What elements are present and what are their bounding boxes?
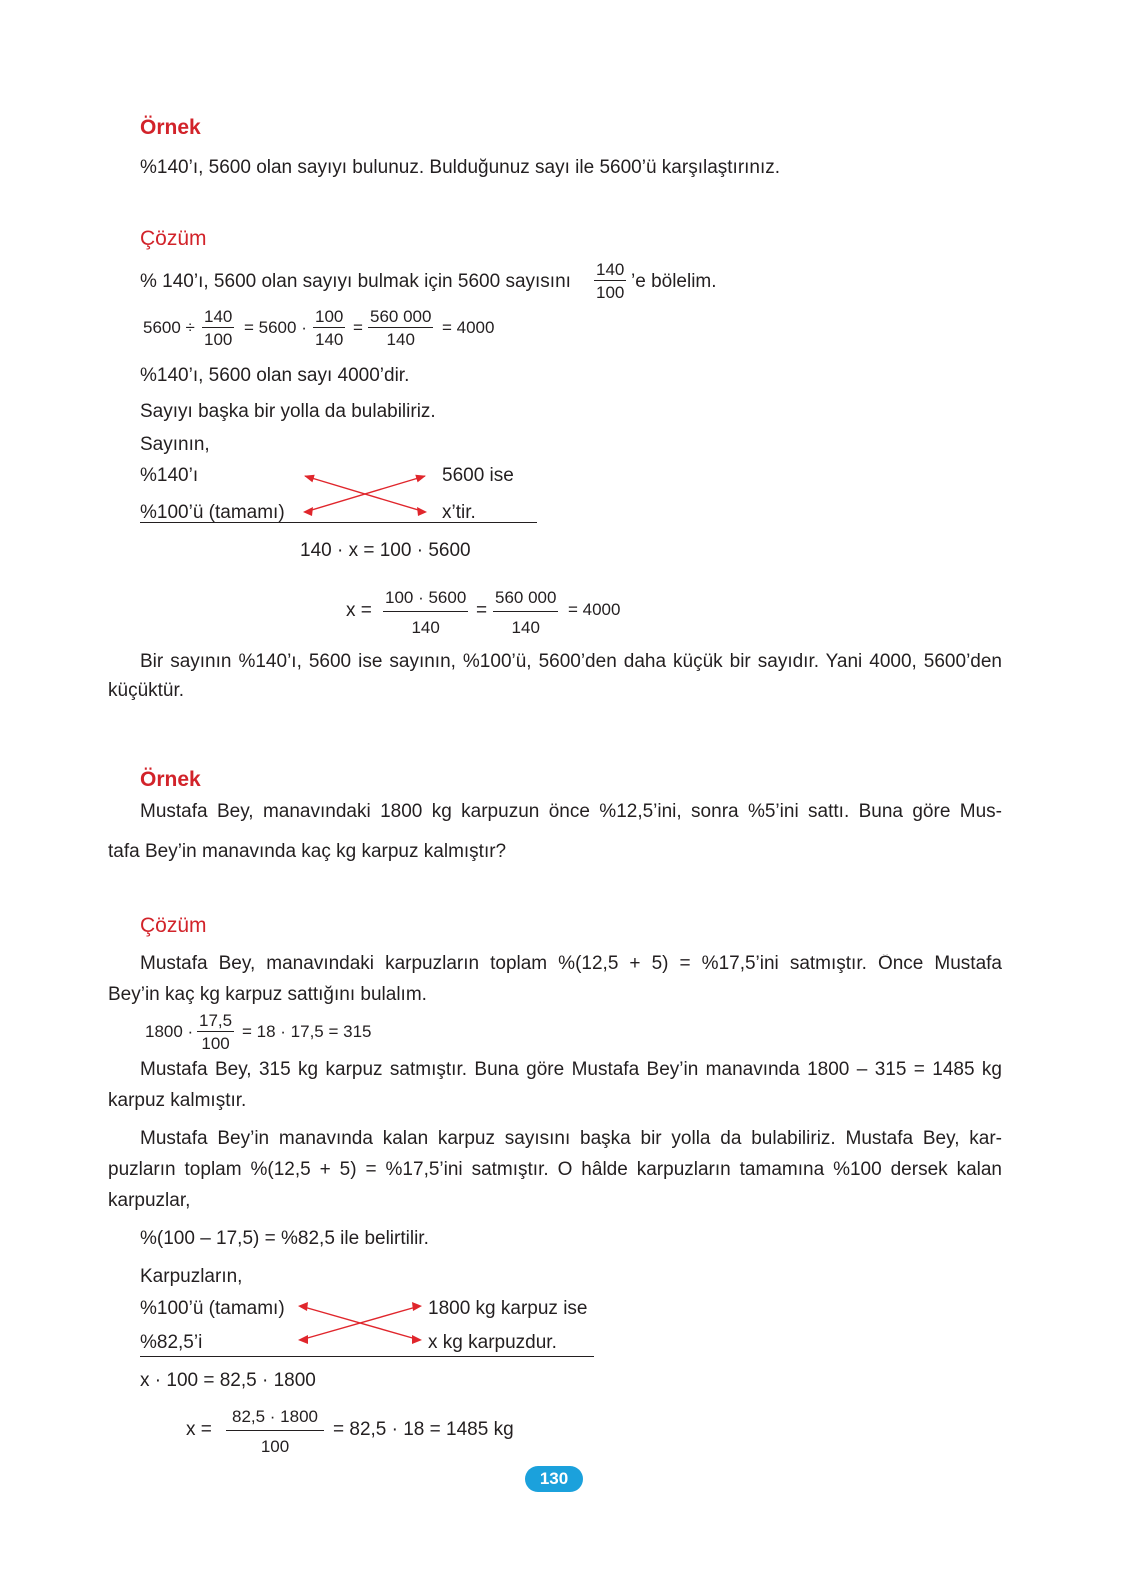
fraction-numerator: 17,5 (199, 1011, 233, 1030)
fraction-denominator: 140 (411, 618, 440, 637)
example1-sayinin: Sayının, (140, 434, 210, 455)
example2-question-line-1: Mustafa Bey, manavındaki 1800 kg karpuzun önce %12,5’ini, sonra %5’ini sattı. Buna göre Mus- (140, 802, 1002, 822)
example2-solution-heading: Çözüm (140, 914, 207, 937)
eq3-result: = 18 · 17,5 = 315 (242, 1022, 372, 1041)
example2-question-line-2: tafa Bey’in manavında kaç kg karpuz kalmıştır? (108, 841, 507, 862)
fraction-denominator: 100 (596, 283, 625, 302)
eq4-lead: x = (186, 1419, 212, 1440)
fraction-denominator: 140 (511, 618, 540, 637)
eq2-lead: x = (346, 600, 372, 621)
example2-alt-line-1: Mustafa Bey’in manavında kalan karpuz sayısını başka bir yolla da bulabiliriz. Mustafa Bey, kar- (140, 1129, 1002, 1149)
fraction-numerator: 140 (596, 260, 625, 279)
cross-arrows-2 (294, 1299, 426, 1347)
fraction-numerator: 140 (204, 307, 233, 326)
example2-heading: Örnek (140, 768, 201, 791)
prop2-underline (140, 1356, 594, 1357)
example2-cross-equation: x · 100 = 82,5 · 1800 (140, 1370, 316, 1391)
eq1-fraction-2 (313, 308, 345, 348)
eq2-result: = 4000 (568, 600, 621, 619)
eq4-fraction-1 (226, 1408, 324, 1455)
fraction-denominator: 140 (315, 330, 344, 349)
example1-intro-suffix: ’e bölelim. (631, 271, 717, 292)
prop1-underline (140, 522, 537, 523)
example1-result-line: %140’ı, 5600 olan sayı 4000’dir. (140, 365, 410, 386)
example2-remain-line: %(100 – 17,5) = %82,5 ile belirtilir. (140, 1228, 429, 1249)
fraction-numerator: 560 000 (493, 589, 558, 612)
prop1-right-bottom: x’tir. (442, 502, 476, 523)
eq3-fraction-1 (197, 1012, 234, 1052)
eq2-mid: = (476, 600, 488, 621)
prop2-right-top: 1800 kg karpuz ise (428, 1298, 588, 1319)
example1-solution-heading: Çözüm (140, 227, 207, 250)
example2-sold-line-1: Mustafa Bey, 315 kg karpuz satmıştır. Buna göre Mustafa Bey’in manavında 1800 – 315 = 1485 kg (140, 1060, 1002, 1080)
fraction-denominator: 100 (204, 330, 233, 349)
example1-intro-text: % 140’ı, 5600 olan sayıyı bulmak için 5600 sayısını (140, 271, 571, 292)
fraction-numerator: 100 (315, 307, 344, 326)
prop2-left-bottom: %82,5’i (140, 1332, 203, 1353)
eq1-mid-1: = 5600 · (244, 318, 307, 337)
example2-sold-line-2: karpuz kalmıştır. (108, 1090, 247, 1111)
fraction-denominator: 100 (201, 1034, 230, 1053)
cross-arrows-1 (295, 468, 435, 518)
example2-solution-line-1: Mustafa Bey, manavındaki karpuzların toplam %(12,5 + 5) = %17,5’ini satmıştır. Önce Mustafa (140, 954, 1002, 974)
prop1-left-top: %140’ı (140, 465, 199, 486)
intro-fraction (594, 261, 626, 301)
prop2-left-top: %100’ü (tamamı) (140, 1298, 285, 1319)
example2-alt-line-2: puzların toplam %(12,5 + 5) = %17,5’ini satmıştır. O hâlde karpuzların tamamına %100 dersek kalan (108, 1160, 1002, 1180)
eq1-result: = 4000 (442, 318, 495, 337)
eq1-lead: 5600 ÷ (143, 318, 195, 337)
eq2-fraction-2 (493, 589, 558, 636)
prop1-right-top: 5600 ise (442, 465, 514, 486)
eq1-fraction-1 (202, 308, 234, 348)
fraction-denominator: 140 (386, 330, 415, 349)
eq2-fraction-1 (383, 589, 468, 636)
eq3-lead: 1800 · (145, 1022, 194, 1041)
example1-other-way: Sayıyı başka bir yolla da bulabiliriz. (140, 401, 436, 422)
page-number-badge: 130 (525, 1466, 583, 1492)
example1-conclusion-line-2: küçüktür. (108, 680, 185, 701)
fraction-numerator: 560 000 (370, 307, 432, 326)
example2-solution-line-2: Bey’in kaç kg karpuz sattığını bulalım. (108, 984, 427, 1005)
eq4-result: = 82,5 · 18 = 1485 kg (333, 1419, 514, 1440)
example1-heading: Örnek (140, 116, 201, 139)
fraction-denominator: 100 (260, 1437, 290, 1456)
fraction-numerator: 100 · 5600 (383, 589, 468, 612)
example1-question: %140’ı, 5600 olan sayıyı bulunuz. Bulduğunuz sayı ile 5600’ü karşılaştırınız. (140, 157, 781, 178)
eq1-fraction-3 (368, 308, 433, 348)
prop2-right-bottom: x kg karpuzdur. (428, 1332, 557, 1353)
example1-cross-equation: 140 · x = 100 · 5600 (300, 540, 471, 561)
prop1-left-bottom: %100’ü (tamamı) (140, 502, 285, 523)
example1-conclusion-line-1: Bir sayının %140’ı, 5600 ise sayının, %100’ü, 5600’den daha küçük bir sayıdır. Yani 4000, 5600’den (140, 652, 1002, 672)
example2-karpuzlarin: Karpuzların, (140, 1266, 243, 1287)
eq1-mid-2: = (353, 318, 363, 337)
fraction-numerator: 82,5 · 1800 (226, 1408, 324, 1431)
example2-alt-line-3: karpuzlar, (108, 1190, 191, 1211)
